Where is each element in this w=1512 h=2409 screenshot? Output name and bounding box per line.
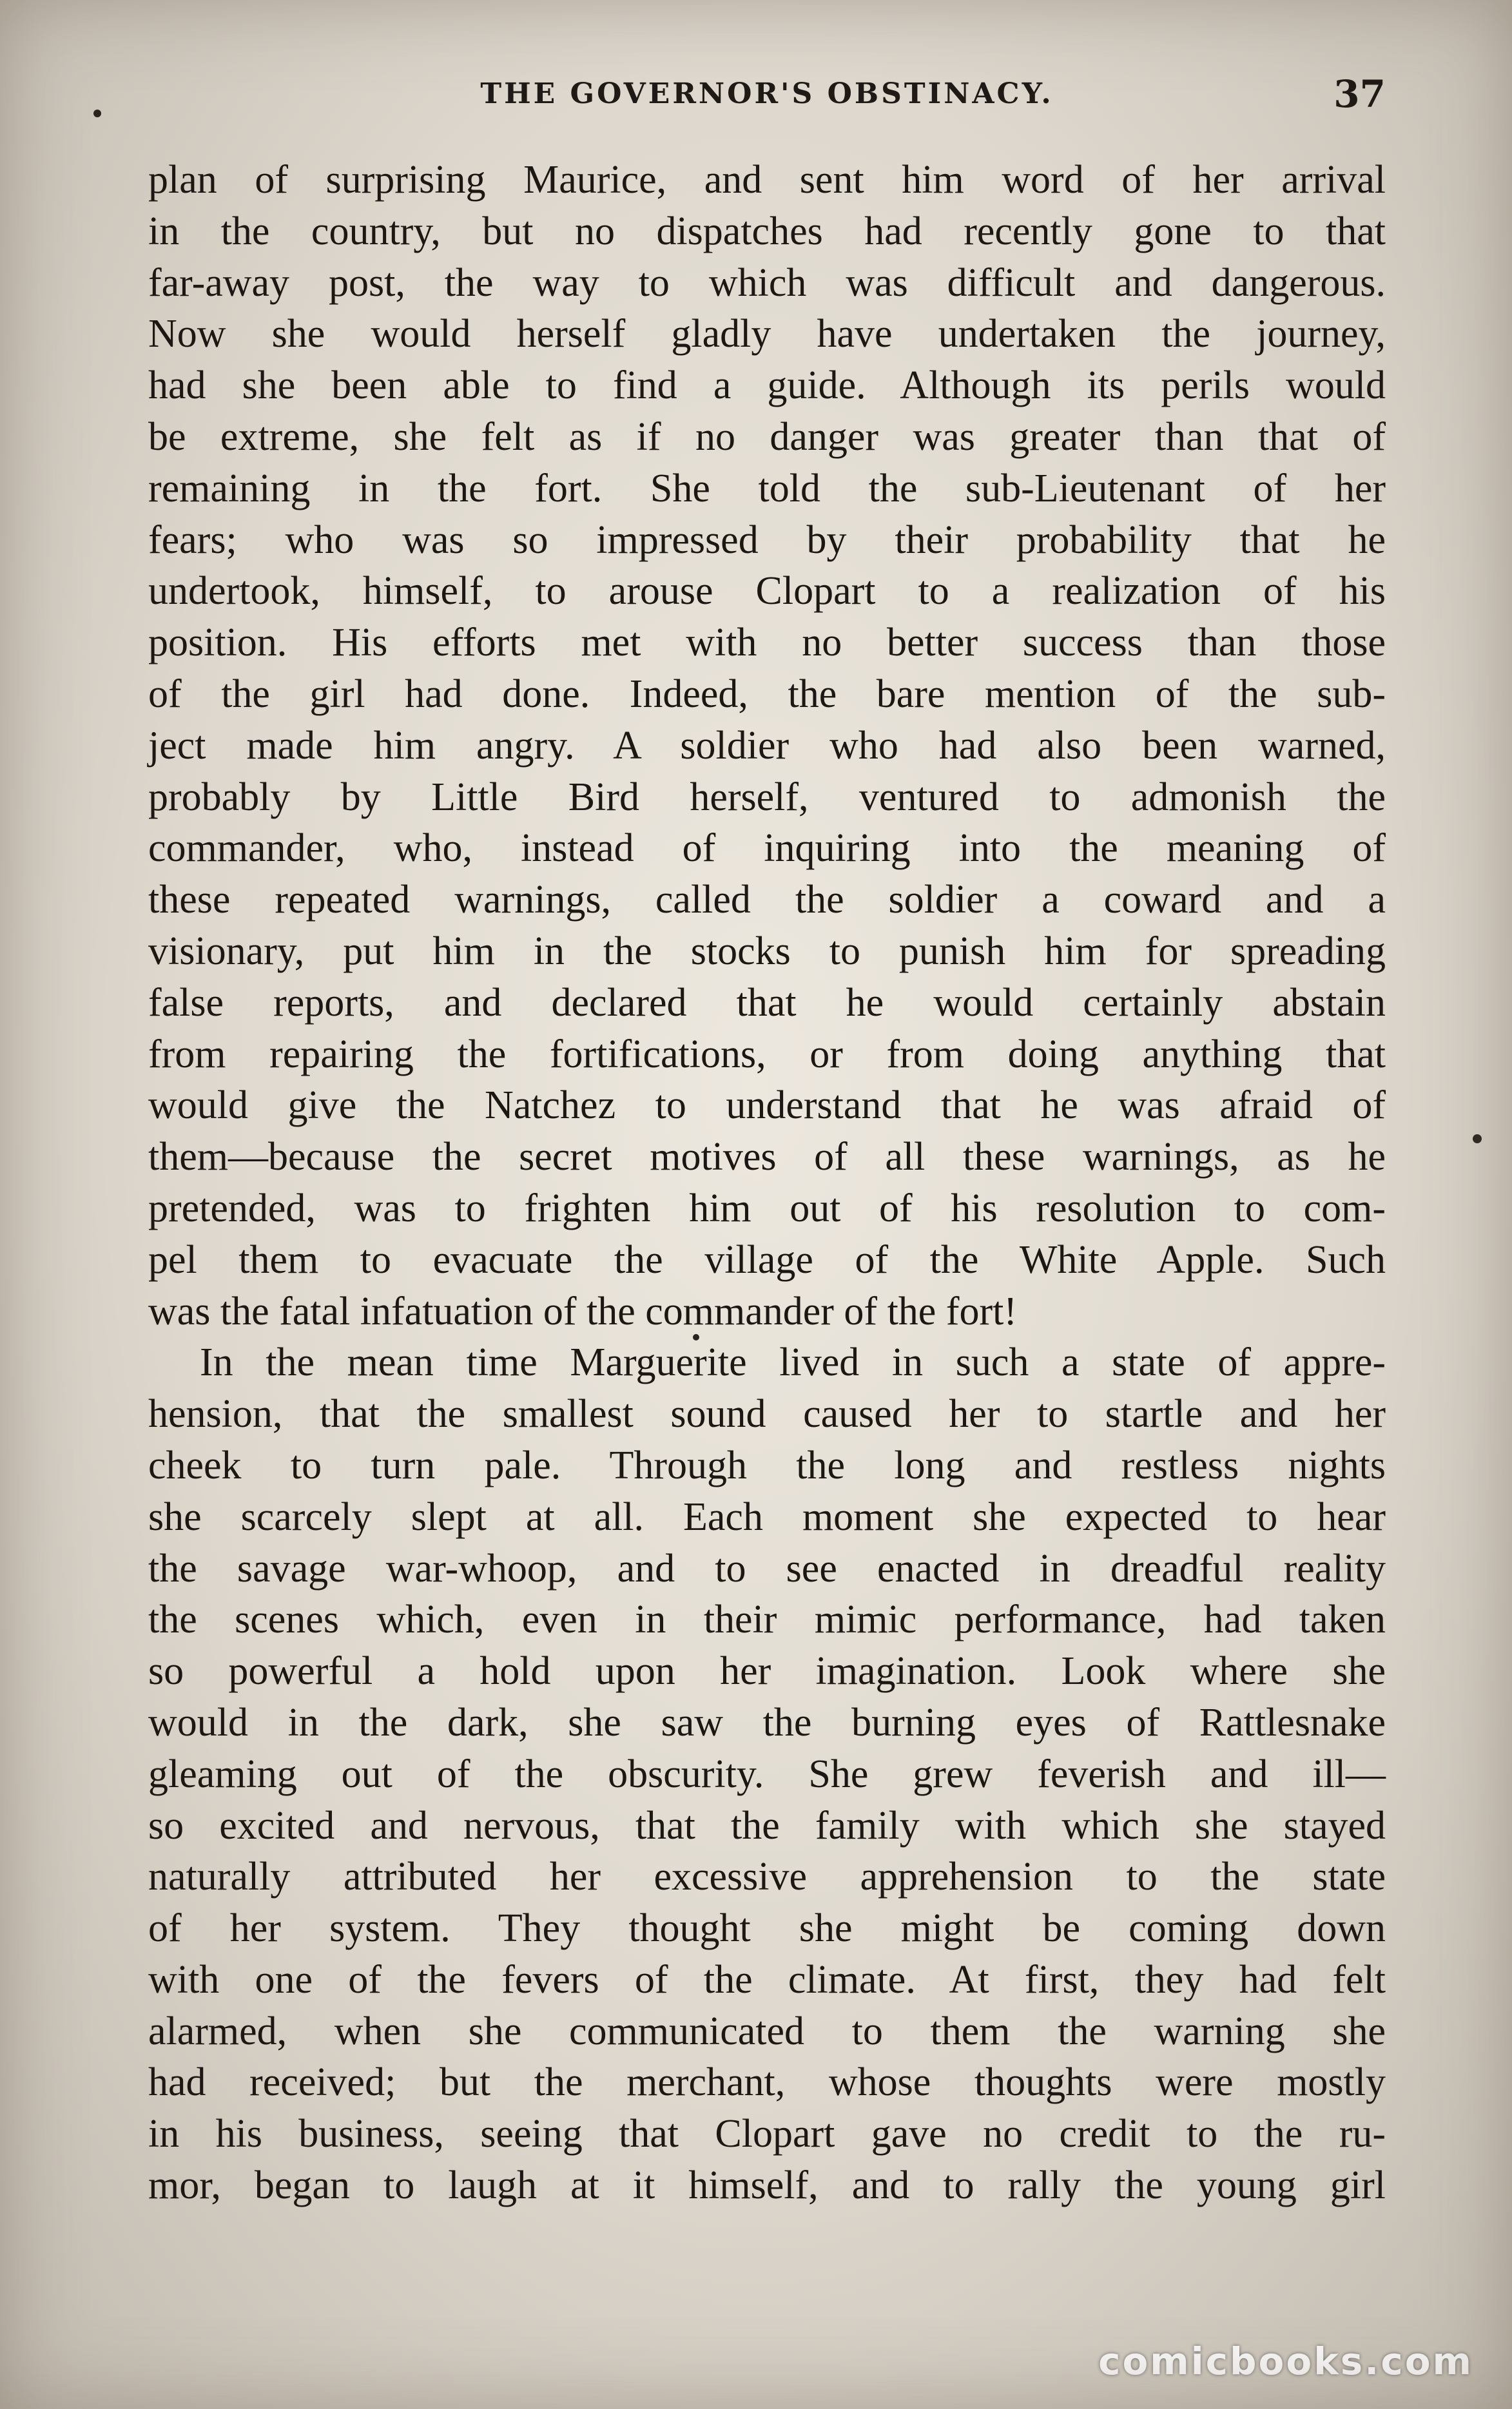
text-line: had she been able to find a guide. Although its perils would <box>148 363 1386 408</box>
paragraph <box>148 1337 1386 2212</box>
text-line: from repairing the fortifications, or from doing anything that <box>148 1032 1386 1076</box>
text-line: these repeated warnings, called the soldier a coward and a <box>148 878 1386 922</box>
ink-speck <box>1473 1134 1482 1143</box>
text-line: alarmed, when she communicated to them the warning she <box>148 2009 1386 2053</box>
text-line: hension, that the smallest sound caused her to startle and her <box>148 1392 1386 1437</box>
text-line: of the girl had done. Indeed, the bare mention of the sub- <box>148 672 1386 716</box>
text-line: mor, began to laugh at it himself, and to rally the young girl <box>148 2163 1386 2208</box>
paragraph <box>148 155 1386 1337</box>
text-line: the savage war-whoop, and to see enacted in dreadful reality <box>148 1546 1386 1591</box>
body-text <box>148 155 1386 2212</box>
text-line: would in the dark, she saw the burning eyes of Rattlesnake <box>148 1700 1386 1745</box>
text-line: of her system. They thought she might be coming down <box>148 1906 1386 1951</box>
text-line: pel them to evacuate the village of the White Apple. Such <box>148 1237 1386 1282</box>
text-line: with one of the fevers of the climate. At first, they had felt <box>148 1957 1386 2002</box>
text-line: far-away post, the way to which was difficult and dangerous. <box>148 260 1386 305</box>
text-line: ject made him angry. A soldier who had also been warned, <box>148 723 1386 768</box>
running-head <box>148 72 1386 135</box>
text-line: plan of surprising Maurice, and sent him word of her arrival <box>148 158 1386 202</box>
running-title: THE GOVERNOR'S OBSTINACY. <box>480 77 1054 110</box>
text-line: gleaming out of the obscurity. She grew feverish and ill— <box>148 1752 1386 1796</box>
text-line: so excited and nervous, that the family with which she stayed <box>148 1803 1386 1848</box>
text-line: had received; but the merchant, whose thoughts were mostly <box>148 2060 1386 2105</box>
text-line: Now she would herself gladly have undertaken the journey, <box>148 312 1386 356</box>
page-number: 37 <box>1333 72 1386 116</box>
text-line: commander, who, instead of inquiring into the meaning of <box>148 826 1386 871</box>
text-line: false reports, and declared that he would certainly abstain <box>148 980 1386 1025</box>
text-line: undertook, himself, to arouse Clopart to a realization of his <box>148 569 1386 614</box>
text-line: position. His efforts met with no better success than those <box>148 621 1386 665</box>
text-line: remaining in the fort. She told the sub-Lieutenant of her <box>148 466 1386 510</box>
text-line: pretended, was to frighten him out of his resolution to com- <box>148 1186 1386 1230</box>
text-line: was the fatal infatuation of the commander of the fort! <box>148 1289 1017 1333</box>
text-line: In the mean time Marguerite lived in such a state of appre- <box>200 1340 1386 1385</box>
text-line: them—because the secret motives of all these warnings, as he <box>148 1135 1386 1179</box>
text-line: the scenes which, even in their mimic performance, had taken <box>148 1598 1386 1642</box>
text-line: so powerful a hold upon her imagination. Look where she <box>148 1649 1386 1694</box>
text-line: in the country, but no dispatches had recently gone to that <box>148 209 1386 253</box>
text-line: naturally attributed her excessive apprehension to the state <box>148 1855 1386 1899</box>
text-line: be extreme, she felt as if no danger was greater than that of <box>148 414 1386 459</box>
text-line: visionary, put him in the stocks to punish him for spreading <box>148 929 1386 973</box>
ink-speck <box>93 110 101 117</box>
text-line: would give the Natchez to understand that he was afraid of <box>148 1083 1386 1128</box>
text-line: fears; who was so impressed by their probability that he <box>148 518 1386 562</box>
text-line: cheek to turn pale. Through the long and restless nights <box>148 1443 1386 1487</box>
text-line: in his business, seeing that Clopart gave no credit to the ru- <box>148 2112 1386 2156</box>
ink-speck <box>693 1334 699 1340</box>
watermark: comicbooks.com <box>1098 2339 1473 2383</box>
text-line: she scarcely slept at all. Each moment she expected to hear <box>148 1495 1386 1539</box>
text-line: probably by Little Bird herself, ventured to admonish the <box>148 775 1386 819</box>
